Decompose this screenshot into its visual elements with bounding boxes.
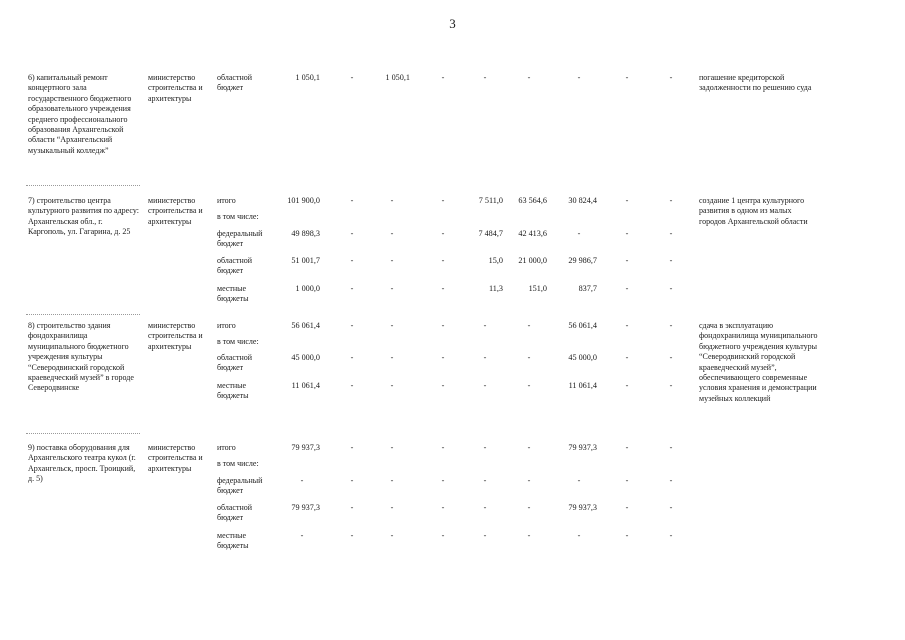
value-cell-y2019: 11 061,4 (568, 381, 597, 390)
value-cell-y2015: - (390, 476, 394, 485)
value-cell-y2020: - (625, 73, 629, 82)
row-8-executor: министерство строительства и архитектуры (148, 321, 203, 351)
value-cell-y2020: - (625, 196, 629, 205)
value-cell-total: 11 061,4 (291, 381, 320, 390)
value-cell-y2019: 56 061,4 (568, 321, 597, 330)
value-cell-y2018: - (527, 381, 531, 390)
value-cell-total: 79 937,3 (291, 503, 320, 512)
value-cell-y2014: - (350, 284, 354, 293)
value-cell-y2019: 79 937,3 (568, 443, 597, 452)
value-cell-y2017: - (483, 443, 487, 452)
row-7-description: 7) строительство центра культурного развития по адресу: Архангельская обл., г. Каргополь, ул. Гагарина, д. 25 (28, 196, 139, 237)
row-9-executor: министерство строительства и архитектуры (148, 443, 203, 473)
value-cell-y2015: - (390, 503, 394, 512)
value-cell-y2018: - (527, 531, 531, 540)
value-cell-y2021: - (669, 284, 673, 293)
value-cell-y2015: - (390, 321, 394, 330)
value-cell-y2020: - (625, 381, 629, 390)
value-cell-total: 51 001,7 (291, 256, 320, 265)
value-cell-y2014: - (350, 196, 354, 205)
value-cell-y2017: - (483, 321, 487, 330)
value-cell-y2016: - (441, 503, 445, 512)
value-cell-y2014: - (350, 256, 354, 265)
row-8-source-local: местные бюджеты (217, 381, 249, 401)
row-7-source-federal: федеральный бюджет (217, 229, 263, 249)
value-cell-y2019: - (577, 476, 581, 485)
row-separator (26, 433, 140, 434)
value-cell-y2020: - (625, 256, 629, 265)
value-cell-y2018: 42 413,6 (518, 229, 547, 238)
value-cell-y2015: - (390, 196, 394, 205)
row-7-result: создание 1 центра культурного развития в одном из малых городов Архангельской области (699, 196, 808, 226)
value-cell-y2015: - (390, 229, 394, 238)
value-cell-total: 56 061,4 (291, 321, 320, 330)
value-cell-y2017: - (483, 476, 487, 485)
row-7-source-total: итого (217, 196, 236, 205)
value-cell-y2017: - (483, 503, 487, 512)
value-cell-y2019: 29 986,7 (568, 256, 597, 265)
row-separator (26, 185, 140, 186)
value-cell-y2019: - (577, 531, 581, 540)
row-9-source-total: итого (217, 443, 236, 452)
value-cell-y2015: 1 050,1 (385, 73, 410, 82)
value-cell-y2014: - (350, 476, 354, 485)
value-cell-y2014: - (350, 229, 354, 238)
value-cell-y2018: - (527, 321, 531, 330)
value-cell-y2021: - (669, 229, 673, 238)
row-separator (26, 314, 140, 315)
value-cell-y2021: - (669, 73, 673, 82)
row-9-source-federal: федеральный бюджет (217, 476, 263, 496)
value-cell-y2015: - (390, 256, 394, 265)
value-cell-y2014: - (350, 321, 354, 330)
value-cell-total: 1 050,1 (295, 73, 320, 82)
value-cell-y2014: - (350, 531, 354, 540)
value-cell-y2017: 11,3 (488, 284, 503, 293)
value-cell-y2014: - (350, 443, 354, 452)
value-cell-y2021: - (669, 531, 673, 540)
row-6-result: погашение кредиторской задолженности по решению суда (699, 73, 812, 93)
value-cell-y2020: - (625, 531, 629, 540)
value-cell-y2021: - (669, 443, 673, 452)
value-cell-y2016: - (441, 531, 445, 540)
value-cell-y2015: - (390, 353, 394, 362)
row-9-source-including: в том числе: (217, 459, 259, 468)
value-cell-y2018: - (527, 476, 531, 485)
value-cell-y2016: - (441, 476, 445, 485)
value-cell-y2018: 63 564,6 (518, 196, 547, 205)
value-cell-y2015: - (390, 284, 394, 293)
row-6-source-regional: областной бюджет (217, 73, 253, 93)
value-cell-y2021: - (669, 476, 673, 485)
value-cell-y2016: - (441, 321, 445, 330)
value-cell-y2021: - (669, 503, 673, 512)
row-7-source-including: в том числе: (217, 212, 259, 221)
value-cell-y2017: 7 511,0 (478, 196, 503, 205)
value-cell-total: - (300, 476, 304, 485)
value-cell-y2016: - (441, 353, 445, 362)
value-cell-y2014: - (350, 381, 354, 390)
value-cell-y2021: - (669, 256, 673, 265)
value-cell-y2016: - (441, 381, 445, 390)
row-8-source-including: в том числе: (217, 337, 259, 346)
row-8-source-total: итого (217, 321, 236, 330)
value-cell-y2020: - (625, 503, 629, 512)
value-cell-y2019: - (577, 229, 581, 238)
row-8-description: 8) строительство здания фондохранилища муниципального бюджетного учреждения культуры “Северодвинский городской краеведческий музей” в городе Северодвинске (28, 321, 134, 393)
value-cell-y2018: - (527, 353, 531, 362)
value-cell-y2017: - (483, 353, 487, 362)
row-7-executor: министерство строительства и архитектуры (148, 196, 203, 226)
row-9-source-regional: областной бюджет (217, 503, 253, 523)
row-8-result: сдача в эксплуатацию фондохранилища муниципального бюджетного учреждения культуры “Северодвинский городской краеведческий музей”, обеспечивающего современные условия хранения и демонстрации музейных коллекций (699, 321, 818, 403)
value-cell-y2015: - (390, 531, 394, 540)
value-cell-y2021: - (669, 321, 673, 330)
row-7-source-local: местные бюджеты (217, 284, 249, 304)
value-cell-y2016: - (441, 284, 445, 293)
value-cell-y2014: - (350, 73, 354, 82)
value-cell-y2021: - (669, 353, 673, 362)
value-cell-y2018: - (527, 503, 531, 512)
value-cell-y2019: 79 937,3 (568, 503, 597, 512)
value-cell-y2015: - (390, 443, 394, 452)
value-cell-y2016: - (441, 73, 445, 82)
value-cell-y2018: - (527, 73, 531, 82)
value-cell-y2016: - (441, 256, 445, 265)
row-7-source-regional: областной бюджет (217, 256, 253, 276)
value-cell-y2019: - (577, 73, 581, 82)
value-cell-y2020: - (625, 284, 629, 293)
value-cell-y2016: - (441, 443, 445, 452)
value-cell-total: - (300, 531, 304, 540)
value-cell-y2015: - (390, 381, 394, 390)
value-cell-y2016: - (441, 229, 445, 238)
value-cell-y2020: - (625, 443, 629, 452)
value-cell-y2020: - (625, 321, 629, 330)
value-cell-y2014: - (350, 503, 354, 512)
value-cell-total: 101 900,0 (287, 196, 320, 205)
value-cell-y2020: - (625, 476, 629, 485)
value-cell-y2019: 837,7 (578, 284, 597, 293)
row-6-description: 6) капитальный ремонт концертного зала государственного бюджетного образовательного учреждения среднего профессионального образования Архангельской области “Архангельский музыкальный колледж” (28, 73, 132, 155)
row-6-executor: министерство строительства и архитектуры (148, 73, 203, 103)
value-cell-y2021: - (669, 381, 673, 390)
value-cell-y2017: 7 484,7 (478, 229, 503, 238)
value-cell-y2020: - (625, 229, 629, 238)
page-number: 3 (449, 16, 456, 31)
row-9-description: 9) поставка оборудования для Архангельского театра кукол (г. Архангельск, просп. Троицкий, д. 5) (28, 443, 136, 484)
value-cell-y2020: - (625, 353, 629, 362)
value-cell-total: 79 937,3 (291, 443, 320, 452)
value-cell-y2018: 21 000,0 (518, 256, 547, 265)
row-8-source-regional: областной бюджет (217, 353, 253, 373)
value-cell-y2017: - (483, 531, 487, 540)
value-cell-y2014: - (350, 353, 354, 362)
value-cell-y2019: 30 824,4 (568, 196, 597, 205)
value-cell-y2017: - (483, 73, 487, 82)
value-cell-y2019: 45 000,0 (568, 353, 597, 362)
row-9-source-local: местные бюджеты (217, 531, 249, 551)
value-cell-y2018: - (527, 443, 531, 452)
value-cell-y2017: 15,0 (488, 256, 503, 265)
value-cell-y2016: - (441, 196, 445, 205)
value-cell-y2018: 151,0 (528, 284, 547, 293)
value-cell-y2021: - (669, 196, 673, 205)
value-cell-total: 1 000,0 (295, 284, 320, 293)
value-cell-y2017: - (483, 381, 487, 390)
value-cell-total: 49 898,3 (291, 229, 320, 238)
value-cell-total: 45 000,0 (291, 353, 320, 362)
